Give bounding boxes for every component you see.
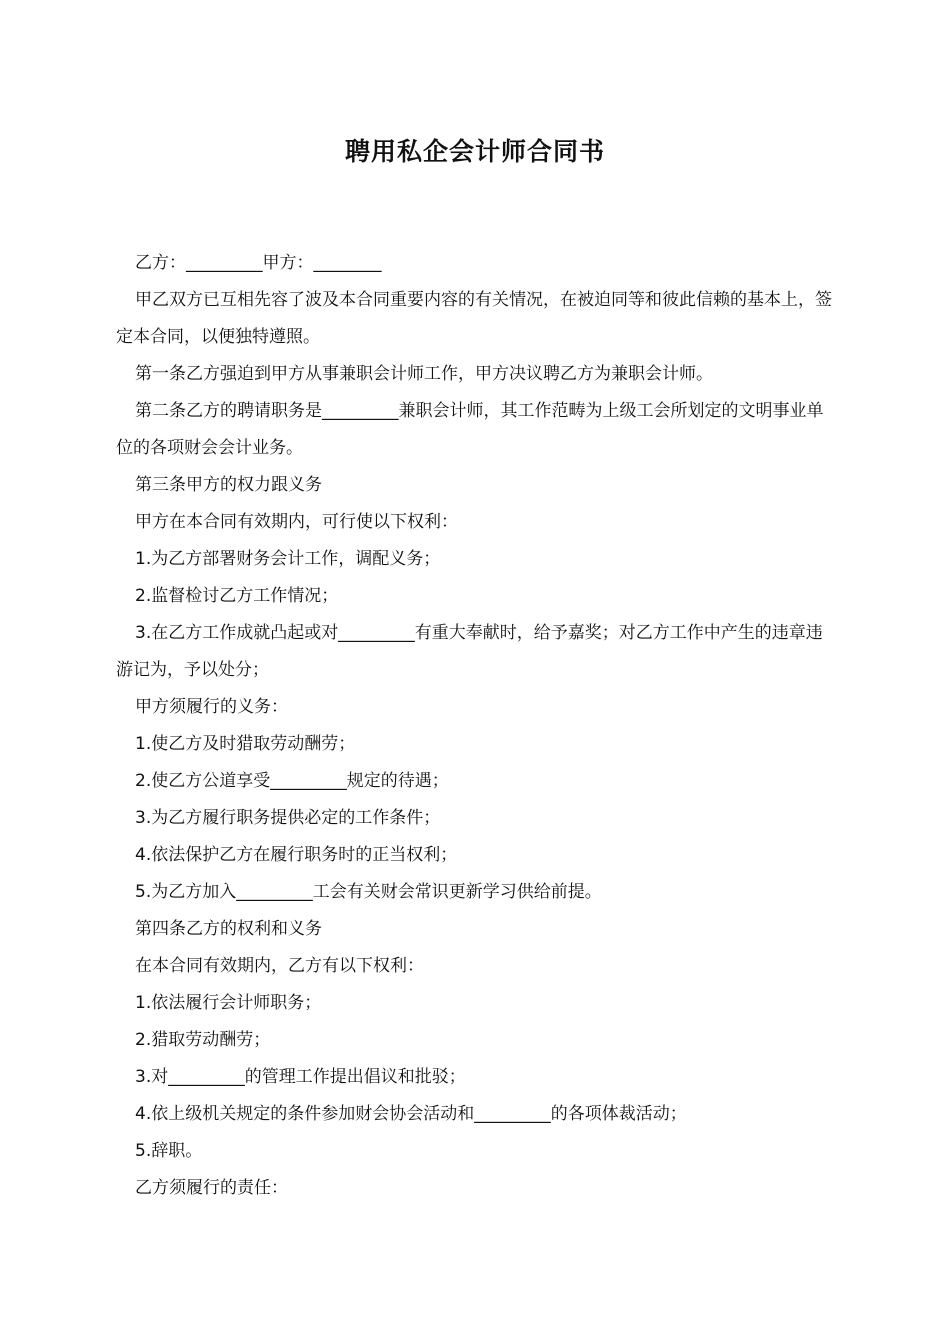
paragraph-article-4-heading: 第四条乙方的权利和义务 bbox=[135, 919, 322, 939]
document-body bbox=[116, 245, 838, 1207]
paragraph-article-2: 第二条乙方的聘请职务是_________兼职会计师，其工作范畴为上级工会所划定的文明事业单位的各项财会会计业务。 bbox=[116, 401, 824, 458]
paragraph-parties: 乙方：_________甲方：________ bbox=[135, 253, 382, 273]
paragraph-party-a-right-3: 3.在乙方工作成就凸起或对_________有重大奉献时，给予嘉奖；对乙方工作中产生的违章违游记为，予以处分； bbox=[116, 623, 823, 680]
paragraph-party-a-right-1: 1.为乙方部署财务会计工作，调配义务； bbox=[135, 549, 441, 569]
paragraph-party-a-duty-1: 1.使乙方及时猎取劳动酬劳； bbox=[135, 734, 356, 754]
paragraph-party-b-right-3: 3.对_________的管理工作提出倡议和批驳； bbox=[135, 1067, 466, 1087]
paragraph-party-a-duty-4: 4.依法保护乙方在履行职务时的正当权利； bbox=[135, 845, 458, 865]
paragraph-article-3-heading: 第三条甲方的权力跟义务 bbox=[135, 475, 322, 495]
paragraph-party-b-right-5: 5.辞职。 bbox=[135, 1141, 203, 1161]
paragraph-party-a-duties-intro: 甲方须履行的义务： bbox=[135, 697, 288, 717]
paragraph-party-a-right-2: 2.监督检讨乙方工作情况； bbox=[135, 586, 339, 606]
paragraph-party-a-duty-2: 2.使乙方公道享受_________规定的待遇； bbox=[135, 771, 449, 791]
paragraph-party-a-rights-intro: 甲方在本合同有效期内，可行使以下权利： bbox=[135, 512, 458, 532]
paragraph-party-b-right-1: 1.依法履行会计师职务； bbox=[135, 993, 322, 1013]
paragraph-party-b-duties-intro: 乙方须履行的责任： bbox=[135, 1178, 288, 1198]
document-title: 聘用私企会计师合同书 bbox=[344, 137, 605, 166]
paragraph-preamble: 甲乙双方已互相先容了波及本合同重要内容的有关情况，在被迫同等和彼此信赖的基本上，签定本合同，以便独特遵照。 bbox=[116, 290, 832, 347]
paragraph-party-a-duty-5: 5.为乙方加入_________工会有关财会常识更新学习供给前提。 bbox=[135, 882, 602, 902]
paragraph-party-b-rights-intro: 在本合同有效期内，乙方有以下权利： bbox=[135, 956, 424, 976]
paragraph-article-1: 第一条乙方强迫到甲方从事兼职会计师工作，甲方决议聘乙方为兼职会计师。 bbox=[135, 364, 713, 384]
paragraph-party-b-right-2: 2.猎取劳动酬劳； bbox=[135, 1030, 271, 1050]
paragraph-party-b-right-4: 4.依上级机关规定的条件参加财会协会活动和_________的各项体裁活动； bbox=[135, 1104, 687, 1124]
paragraph-party-a-duty-3: 3.为乙方履行职务提供必定的工作条件； bbox=[135, 808, 441, 828]
